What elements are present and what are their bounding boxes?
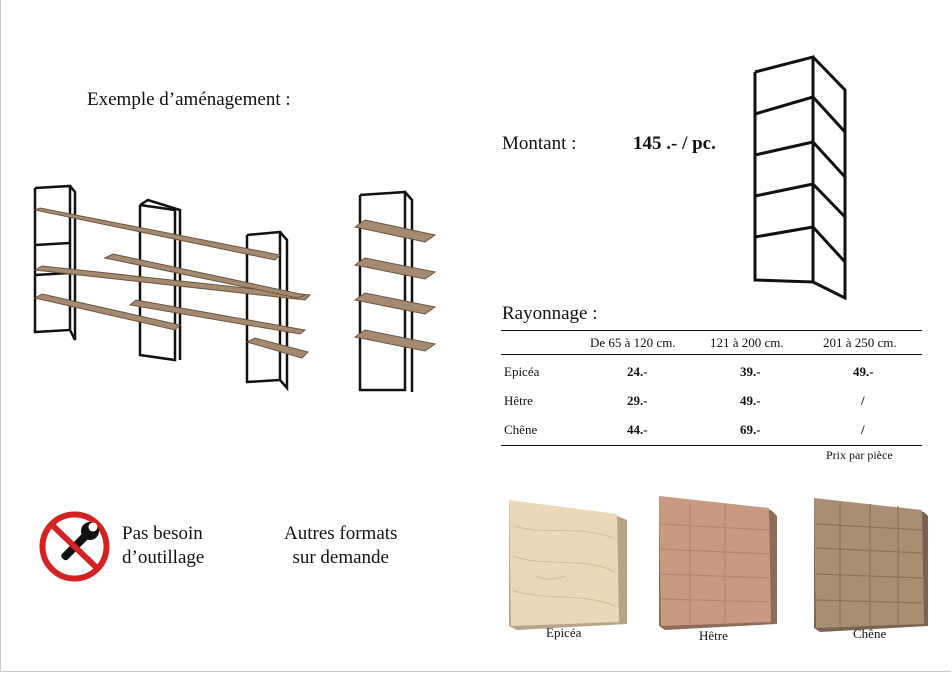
price-cell: 49.- (853, 364, 874, 379)
column-header: 201 à 250 cm. (823, 335, 897, 350)
table-bottom-rule (501, 445, 922, 446)
column-header: 121 à 200 cm. (710, 335, 784, 350)
price-cell: 44.- (627, 422, 648, 437)
formats-line: Autres formats (284, 523, 398, 544)
sample-caption: Chêne (853, 626, 887, 641)
montant-label: Montant : (502, 133, 577, 154)
price-cell: / (861, 422, 865, 437)
example-title: Exemple d’aménagement : (87, 89, 291, 110)
shelf-arrangement-illustration (30, 180, 450, 395)
row-wood-label: Chêne (504, 422, 538, 437)
table-top-rule (501, 330, 922, 331)
column-header: De 65 à 120 cm. (590, 335, 676, 350)
price-cell: 39.- (740, 364, 761, 379)
price-cell: 69.- (740, 422, 761, 437)
wood-sample-chene (810, 496, 930, 632)
price-note: Prix par pièce (826, 448, 893, 462)
other-formats-text (284, 522, 397, 570)
price-cell: 29.- (627, 393, 648, 408)
montant-price: 145 .- / pc. (633, 133, 716, 154)
price-cell: 24.- (627, 364, 648, 379)
no-tools-icon (38, 510, 111, 583)
formats-line: sur demande (292, 547, 389, 568)
montant-frame-illustration (745, 52, 855, 304)
wood-sample-epicea (505, 496, 630, 632)
no-tools-line: Pas besoin (122, 523, 203, 544)
no-tools-text (122, 522, 204, 570)
table-header-rule (501, 354, 922, 355)
price-cell: 49.- (740, 393, 761, 408)
row-wood-label: Epicéa (504, 364, 540, 379)
row-wood-label: Hêtre (504, 393, 533, 408)
price-cell: / (861, 393, 865, 408)
no-tools-line: d’outillage (122, 547, 205, 568)
rayonnage-title: Rayonnage : (502, 303, 598, 324)
sample-caption: Hêtre (699, 628, 728, 643)
wood-sample-hetre (655, 494, 780, 632)
sample-caption: Epicéa (546, 625, 582, 640)
